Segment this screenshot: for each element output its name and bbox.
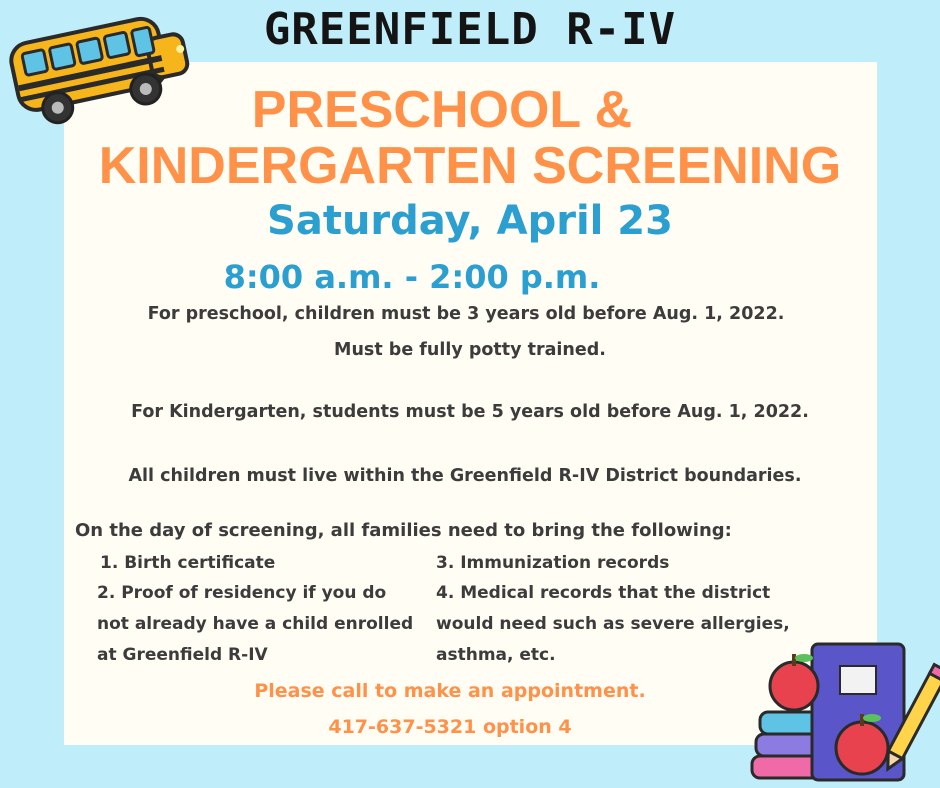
list-item: 2. Proof of residency if you do not already have a child enrolled at Greenfield R-IV xyxy=(97,583,414,665)
call-to-action: Please call to make an appointment. xyxy=(254,680,646,702)
list-item: 4. Medical records that the district would need such as severe allergies, asthma, etc. xyxy=(436,583,790,665)
preschool-age-requirement: For preschool, children must be 3 years old before Aug. 1, 2022. xyxy=(147,304,785,324)
headline-line-2: KINDERGARTEN SCREENING xyxy=(98,137,842,195)
kindergarten-age-requirement: For Kindergarten, students must be 5 years old before Aug. 1, 2022. xyxy=(131,402,809,422)
bring-intro: On the day of screening, all families need to bring the following: xyxy=(75,520,732,541)
potty-requirement: Must be fully potty trained. xyxy=(334,340,606,360)
event-date: Saturday, April 23 xyxy=(267,198,673,244)
books-apples-pencil-icon xyxy=(748,636,940,788)
phone-number: 417-637-5321 option 4 xyxy=(328,716,572,738)
district-title: GREENFIELD R-IV xyxy=(263,4,677,55)
list-item: 1. Birth certificate xyxy=(100,553,276,573)
headline-line-1: PRESCHOOL & xyxy=(251,81,633,139)
list-item: 3. Immunization records xyxy=(436,553,670,573)
boundary-requirement: All children must live within the Greenfield R-IV District boundaries. xyxy=(128,466,802,486)
event-time: 8:00 a.m. - 2:00 p.m. xyxy=(223,258,601,296)
